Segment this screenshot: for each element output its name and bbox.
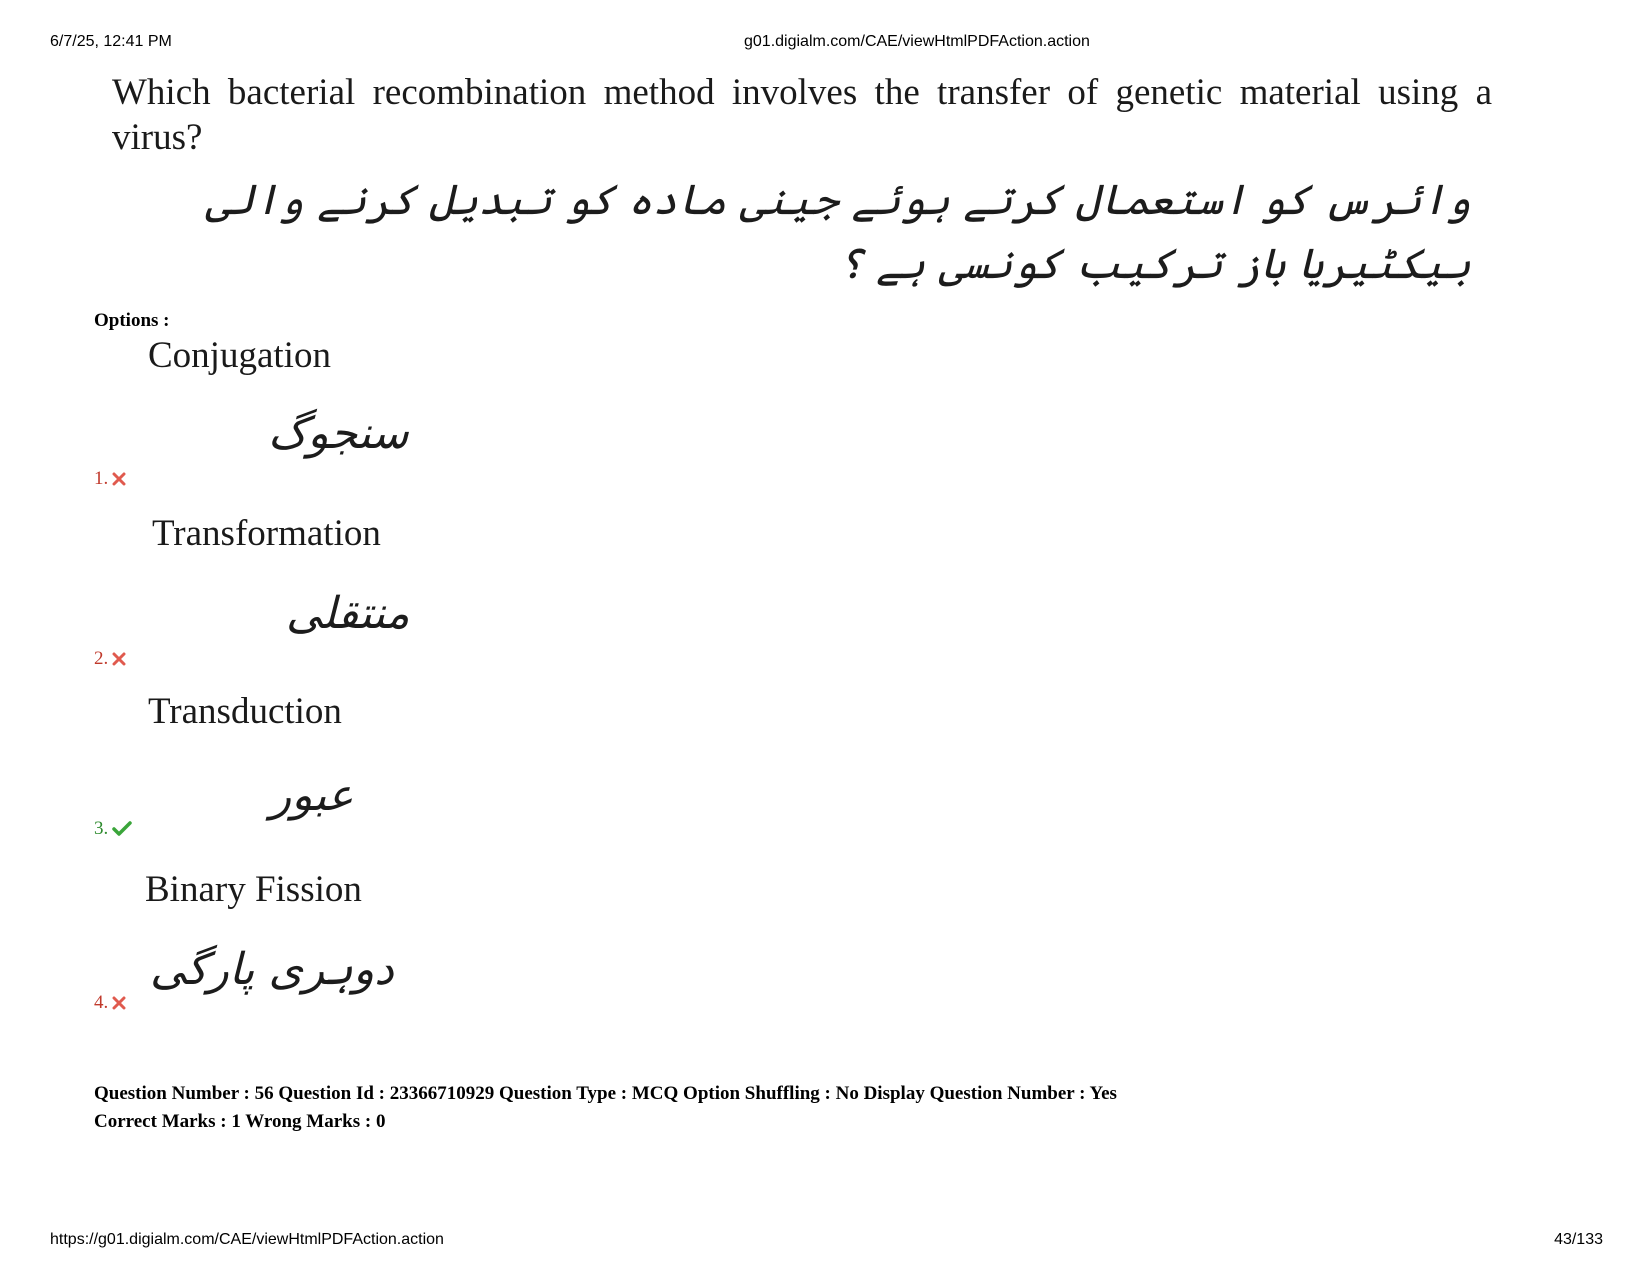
options-heading: Options : [94, 310, 170, 331]
print-datetime: 6/7/25, 12:41 PM [50, 33, 172, 50]
option-2-marker [94, 648, 126, 670]
question-marks-info: Correct Marks : 1 Wrong Marks : 0 [94, 1111, 386, 1132]
option-3-label-english: Transduction [148, 691, 342, 732]
option-3-number: 3. [94, 818, 109, 839]
cross-icon [112, 996, 126, 1010]
option-1-label-english: Conjugation [148, 335, 331, 376]
option-2-label-urdu: منتقلی [286, 588, 410, 639]
option-4-label-urdu: دوہری پارگی [150, 944, 394, 995]
page-number: 43/133 [1554, 1231, 1603, 1248]
option-2-label-english: Transformation [152, 513, 381, 554]
cross-icon [112, 652, 126, 666]
question-text-urdu: وائرس کو استعمال کرتے ہوئے جینی مادہ کو تبدیل کرنے والی بیکٹیریا باز ترکیب کونسی ہے ؟ [205, 175, 1471, 288]
print-footer-url: https://g01.digialm.com/CAE/viewHtmlPDFAction.action [50, 1231, 444, 1248]
option-2-number: 2. [94, 648, 109, 669]
option-4-marker [94, 992, 126, 1014]
question-text-english: Which bacterial recombination method involves the transfer of genetic material using a virus? [112, 72, 1492, 158]
option-3-marker [94, 818, 132, 840]
option-1-number: 1. [94, 468, 109, 489]
question-meta-info: Question Number : 56 Question Id : 23366710929 Question Type : MCQ Option Shuffling : No Display Question Number : Yes [94, 1083, 1117, 1104]
print-header-url: g01.digialm.com/CAE/viewHtmlPDFAction.action [744, 33, 1090, 50]
option-1-label-urdu: سنجوگ [268, 408, 409, 459]
cross-icon [112, 472, 126, 486]
option-4-number: 4. [94, 992, 109, 1013]
check-icon [112, 821, 132, 837]
option-3-label-urdu: عبور [270, 770, 354, 821]
option-1-marker [94, 468, 126, 490]
option-4-label-english: Binary Fission [145, 869, 362, 910]
